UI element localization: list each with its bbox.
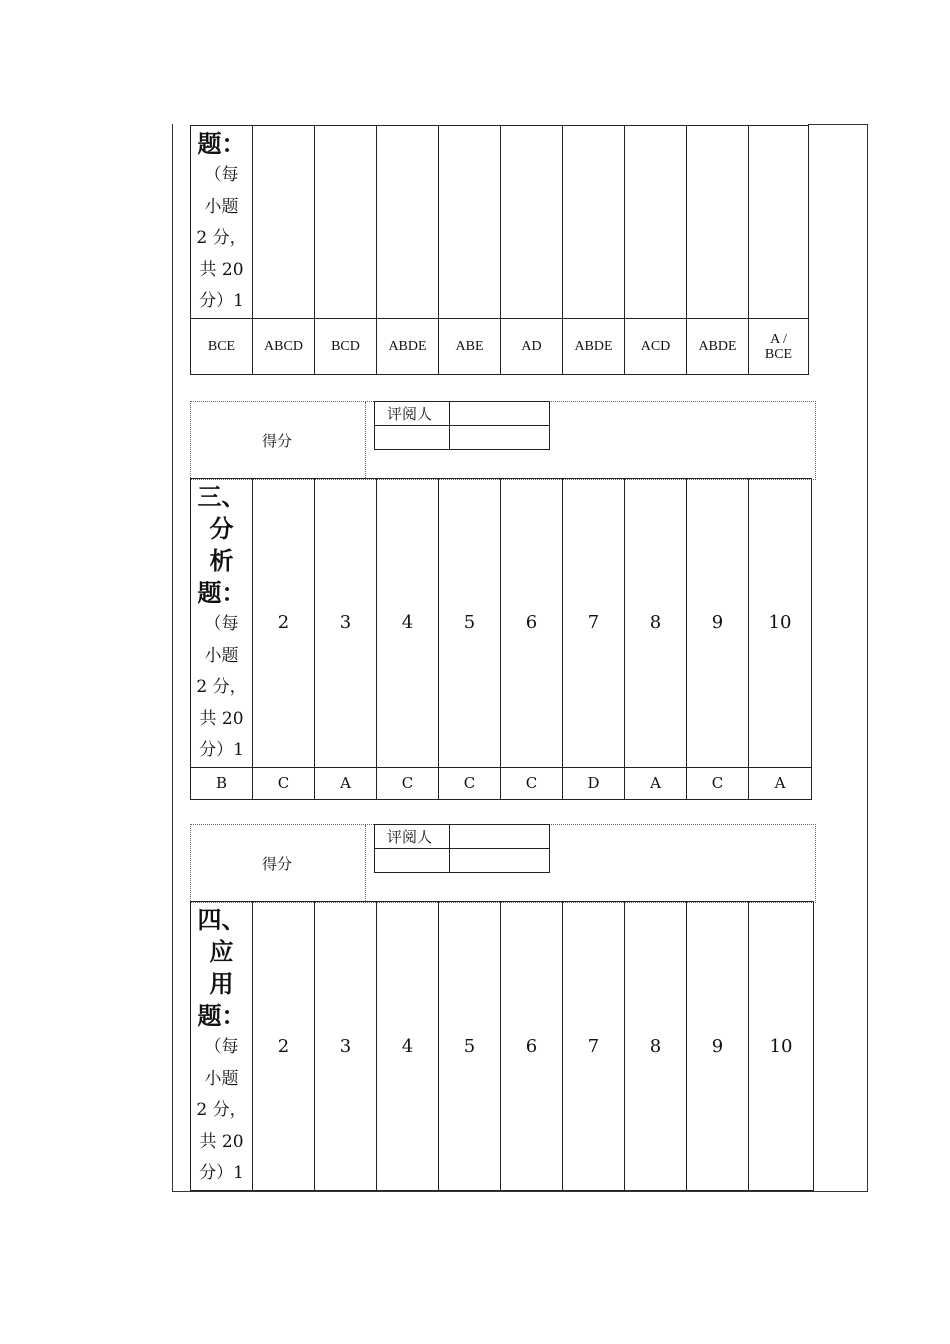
section3-header-note: 2 分， <box>196 677 247 697</box>
section2-answer: ABDE <box>563 319 625 375</box>
section4-header-cell <box>191 902 253 1191</box>
section2-header-note: 共 20 <box>199 259 244 280</box>
section4-question-number: 7 <box>563 902 625 1191</box>
section3-question-number: 6 <box>501 479 563 768</box>
section2-answer: ACD <box>625 319 687 375</box>
section3-answer: C <box>439 767 501 799</box>
reviewer-cell <box>450 426 550 450</box>
section3-question-row <box>191 479 812 768</box>
section4-header-note: 小题 <box>204 1068 239 1089</box>
section3-answer: C <box>687 767 749 799</box>
section4-question-number: 3 <box>315 902 377 1191</box>
section2-blank-cell <box>625 126 687 319</box>
section3-question-number: 5 <box>439 479 501 768</box>
section3-question-number: 7 <box>563 479 625 768</box>
reviewer-label: 评阅人 <box>375 402 450 426</box>
section2-blank-cell <box>253 126 315 319</box>
page-frame-right <box>867 124 868 1192</box>
section2-header-note: 小题 <box>204 196 239 217</box>
section4-question-number: 2 <box>253 902 315 1191</box>
section4-question-number: 6 <box>501 902 563 1191</box>
section2-answer: ABDE <box>377 319 439 375</box>
section2-blank-cell <box>315 126 377 319</box>
section2-header-note: （每 <box>204 165 239 185</box>
section2-answer: ABDE <box>687 319 749 375</box>
section3-header-line: 分 <box>209 515 234 543</box>
page-frame-top <box>808 124 868 125</box>
section3-header-note: 小题 <box>204 645 239 666</box>
section2-header-cell <box>191 126 253 319</box>
reviewer-table <box>374 401 550 450</box>
section4-header-note: （每 <box>204 1037 239 1057</box>
score-label: 得分 <box>262 432 293 450</box>
section4-question-number: 4 <box>377 902 439 1191</box>
reviewer-label: 评阅人 <box>375 825 450 849</box>
section3-answer: A <box>625 767 687 799</box>
section4-question-row <box>191 902 814 1191</box>
section2-answer: BCE <box>191 319 253 375</box>
section4-header-note: 分）1 <box>199 1163 244 1183</box>
section3-question-number: 3 <box>315 479 377 768</box>
section3-answer: C <box>377 767 439 799</box>
section3-answer-row <box>191 767 812 799</box>
section4-answer-table <box>190 901 814 1191</box>
section2-question-row <box>191 126 809 319</box>
section2-header-line: 题： <box>197 130 246 158</box>
section2-header-note: 2 分， <box>196 228 247 248</box>
section3-question-number: 9 <box>687 479 749 768</box>
section4-question-number: 9 <box>687 902 749 1191</box>
section2-answer-table <box>190 125 809 375</box>
section3-question-number: 4 <box>377 479 439 768</box>
section3-answer: D <box>563 767 625 799</box>
section2-answer-row <box>191 319 809 375</box>
section3-header-cell <box>191 479 253 768</box>
section4-header-line: 题： <box>197 1002 246 1030</box>
section3-header-note: 共 20 <box>199 708 244 729</box>
section2-blank-cell <box>563 126 625 319</box>
section3-answer: C <box>253 767 315 799</box>
section4-header-line: 用 <box>209 970 234 998</box>
section4-question-number: 5 <box>439 902 501 1191</box>
reviewer-table <box>374 824 550 873</box>
section2-answer: A / <box>770 331 787 347</box>
reviewer-cell <box>450 402 550 426</box>
score-box-divider <box>365 825 367 901</box>
section2-answer: ABE <box>439 319 501 375</box>
section3-answer: A <box>749 767 812 799</box>
section3-header-line: 三、 <box>197 483 246 511</box>
section3-answer: C <box>501 767 563 799</box>
section4-question-number: 10 <box>749 902 814 1191</box>
section3-header-line: 析 <box>209 547 234 575</box>
page-frame-bottom <box>172 1191 868 1192</box>
section3-header-line: 题： <box>197 579 246 607</box>
section3-answer: B <box>191 767 253 799</box>
section2-blank-cell <box>501 126 563 319</box>
section4-header-note: 共 20 <box>199 1131 244 1152</box>
section2-answer: BCE <box>764 346 793 362</box>
section2-answer: BCD <box>315 319 377 375</box>
section3-header-note: （每 <box>204 614 239 634</box>
section3-header-note: 分）1 <box>199 740 244 760</box>
reviewer-cell <box>375 426 450 450</box>
section4-header-line: 四、 <box>197 906 246 934</box>
section3-question-number: 2 <box>253 479 315 768</box>
reviewer-cell <box>450 825 550 849</box>
section2-answer: AD <box>501 319 563 375</box>
section4-question-number: 8 <box>625 902 687 1191</box>
section3-question-number: 8 <box>625 479 687 768</box>
section2-header-note: 分）1 <box>199 291 244 311</box>
section4-header-line: 应 <box>209 938 234 966</box>
page-frame-left <box>172 124 173 1192</box>
score-label: 得分 <box>262 855 293 873</box>
section2-blank-cell <box>377 126 439 319</box>
section3-answer-table <box>190 478 812 800</box>
section2-blank-cell <box>749 126 809 319</box>
reviewer-cell <box>450 849 550 873</box>
section2-answer-cell-last <box>749 319 809 375</box>
reviewer-cell <box>375 849 450 873</box>
section3-question-number: 10 <box>749 479 812 768</box>
section2-answer: ABCD <box>253 319 315 375</box>
section2-blank-cell <box>439 126 501 319</box>
section4-header-note: 2 分， <box>196 1100 247 1120</box>
score-box-divider <box>365 402 367 478</box>
section3-answer: A <box>315 767 377 799</box>
section2-blank-cell <box>687 126 749 319</box>
